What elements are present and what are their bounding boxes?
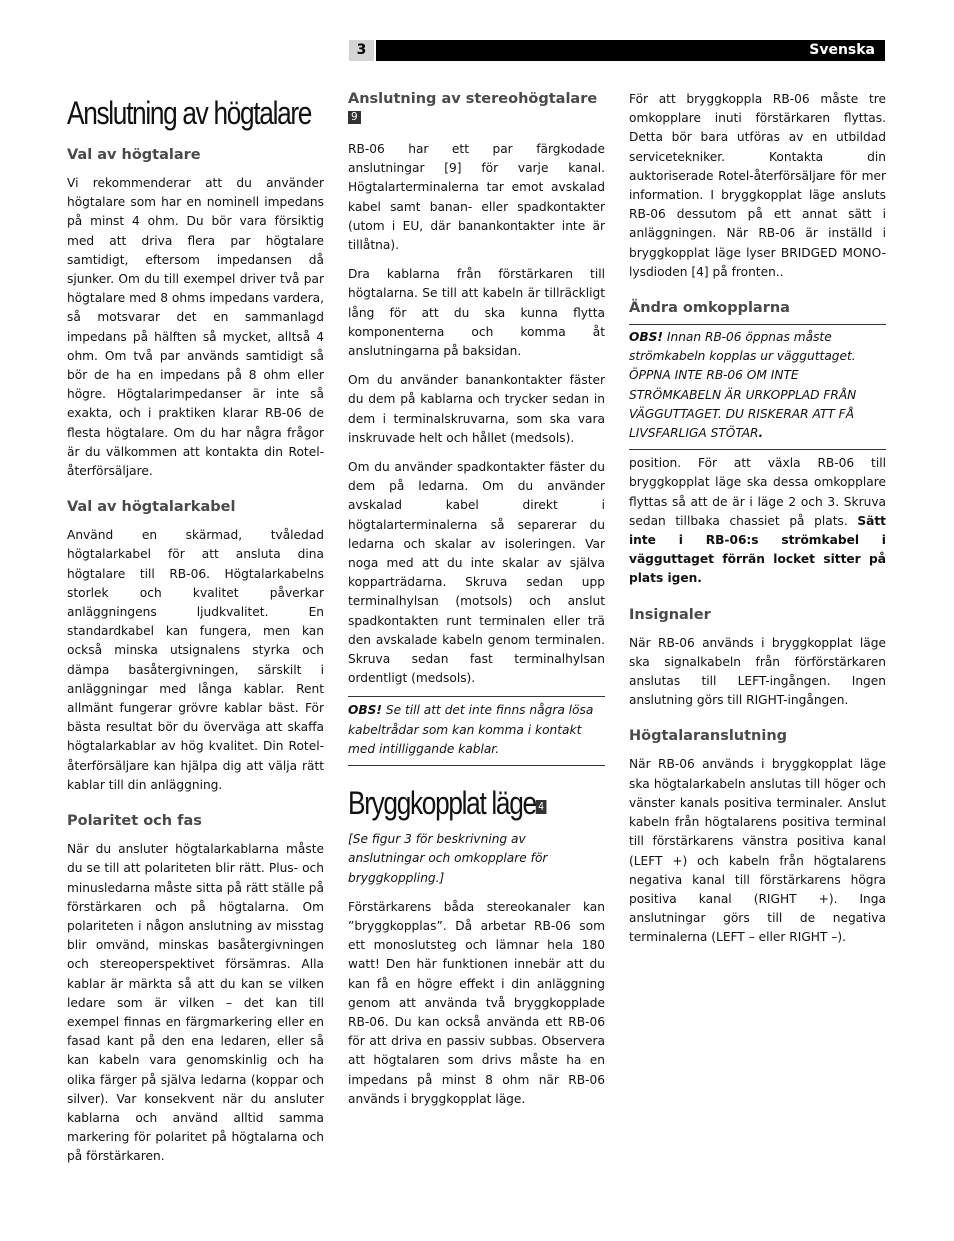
paragraph-switches-text: position. För att växla RB-06 till bryggkopplat läge ska dessa omkopplare flyttas så att de är i läge 2 och 3. Skruva sedan tillbaka chassiet på plats.: [629, 456, 886, 528]
paragraph-stereo-1: RB-06 har ett par färgkodade anslutningar [9] för varje kanal. Högtalarterminalerna tar emot avskalad kabel samt banan- eller spadkontakter (utom i EU, där banankontakter inte är tillåtna).: [348, 142, 605, 253]
obs-end: .: [758, 426, 764, 441]
paragraph-stereo-3: Om du använder banankontakter fäster du dem på kablarna och trycker sedan in dem i terminalskruvarna, som ska vara inskruvade helt och hållet (medsols).: [348, 373, 605, 445]
paragraph-switches: [629, 454, 886, 588]
paragraph-bridge-intro: För att bryggkoppla RB-06 måste tre omkopplare inuti förstärkaren flyttas. Detta bör bara utföras av en utbildad servicetekniker. Kontakta din auktoriserade Rotel-återförsäljare för mer information. I bryggkopplat läge ansluts RB-06 dessutom på ett annat sätt i anläggningen. När RB-06 är inställd i bryggkopplat läge lyser BRIDGED MONO-lysdioden [4] på fronten..: [629, 92, 886, 279]
paragraph-polarity: När du ansluter högtalarkablarna måste du se till att polariteten blir rätt. Plus- och minusledarna måste sitta på rätt ställe på förstärkaren och på högtalarna. Om polariteten i någon anslutning av misstag blir omvänd, minskas basåtergivningen och stereoperspektivet försämras. Alla kablar är märkta så att du kan se vilken ledare som är vilken – det kan till exempel finnas en färgmarkering eller en fasad kant på den ena ledaren, eller så kan kabeln vara genomskinlig och ha olika färger på själva ledarna (koppar och silver). Var konsekvent när du ansluter kablarna och använd alltid samma markering för polaritet på högtalarna och på förstärkaren.: [67, 842, 324, 1164]
paragraph-stereo-2: Dra kablarna från förstärkaren till högtalarna. Se till att kabeln är tillräckligt lång för att du ska kunna flytta komponenterna och komma åt anslutningarna på baksidan.: [348, 267, 605, 359]
heading-change-switches: Ändra omkopplarna: [629, 300, 790, 317]
paragraph-speaker-connection-bridge: När RB-06 används i bryggkopplat läge ska högtalarkabeln anslutas till höger och vänster kanals positiva terminaler. Anslut kabeln från högtalarens positiva terminal till förstärkarens vänstra positiva kanal (LEFT +) och kabeln från högtalarens negativa kanal till förstärkarens högra positiva kanal (RIGHT +). Inga anslutningar görs till de negativa terminalerna (LEFT – eller RIGHT –).: [629, 757, 886, 945]
paragraph-input-signals: När RB-06 används i bryggkopplat läge ska signalkabeln från förförstärkaren anslutas till LEFT-ingången. Ingen anslutning görs till RIGHT-ingången.: [629, 635, 886, 708]
heading-speaker-cable: Val av högtalarkabel: [67, 499, 236, 516]
paragraph-switches-warning: Sätt inte i RB-06:s strömkabel i vägguttaget förrän locket sitter på plats igen.: [629, 513, 887, 586]
obs-note-cable: [348, 701, 605, 759]
heading-stereo-speakers-text: Anslutning av stereohögtalare: [348, 91, 598, 107]
column-middle: [348, 90, 605, 1109]
heading-speaker-choice: Val av högtalare: [67, 147, 201, 163]
section-title-bridge-mode: [348, 784, 559, 822]
header-bar: [376, 40, 885, 61]
figure-ref-9: 9: [348, 111, 361, 124]
section-title-speaker-connection: Anslutning av högtalare: [67, 95, 312, 131]
paragraph-speaker-cable: Använd en skärmad, tvåledad högtalarkabel för att ansluta dina högtalare till RB-06. Högtalarkabelns storlek och kvalitet påverkar anläggningens ljudkvalitet. En standardkabel kan fungera, men kan också minska utsignalens styrka och dämpa basåtergivningen, särskilt i anläggningar med långa kablar. Rent allmänt fungerar grövre kablar bäst. För bästa resultat bör du överväga att skaffa högtalarkablar av hög kvalitet. Din Rotel-återförsäljare kan hjälpa dig att välja rätt kablar till din anläggning.: [67, 528, 324, 792]
language-label: Svenska: [809, 42, 875, 58]
paragraph-bridge-figure-ref: [Se figur 3 för beskrivning av anslutningar och omkopplare för bryggkoppling.]: [348, 832, 548, 885]
paragraph-bridge-mode: Förstärkarens båda stereokanaler kan ”bryggkopplas”. Då arbetar RB-06 som ett monoslutsteg och lämnar hela 180 watt! Den här funktionen innebär att du kan få en högre effekt i din anläggning genom att använda två bryggkopplade RB-06. Du kan också använda ett RB-06 för att driva en passiv subbas. Observera att högtalaren som drivs måste ha en impedans på minst 8 ohm när RB-06 används i bryggkopplat läge.: [348, 899, 605, 1106]
figure-ref-4: 4: [536, 800, 547, 814]
section-title-bridge-mode-text: Bryggkopplat läge: [348, 785, 536, 822]
heading-stereo-speakers: [348, 90, 605, 128]
heading-input-signals: Insignaler: [629, 606, 711, 623]
paragraph-stereo-4: Om du använder spadkontakter fäster du dem på ledarna. Om du använder avskalad kabel direkt i högtalarterminalerna så separerar du ledarna och skalar av isoleringen. Var noga med att du inte skalar av själva kopparträdarna. Skruva sedan upp terminalhylsan (motsols) och anslut spadkontakten runt terminalen eller trä den avskalade kabeln genom terminalen. Skruva sedan fast terminalhylsan ordentligt (medsols).: [348, 460, 605, 686]
obs-text: Se till att det inte finns några lösa kabeltrådar som kan komma i kontakt med intilliggande kablar.: [348, 703, 594, 756]
obs-label: OBS!: [629, 330, 663, 345]
obs-label: OBS!: [348, 703, 382, 718]
column-left: [67, 90, 324, 1167]
heading-polarity: Polaritet och fas: [67, 813, 202, 830]
paragraph-speaker-choice: Vi rekommenderar att du använder högtalare som har en nominell impedans på minst 4 ohm. Du bör vara försiktig med att driva flera par högtalare samtidigt, eftersom impedansen då sjunker. Om du till exempel driver två par högtalare med 8 ohms impedans vardera, så motsvarar det en sammanlagd impedans på hälften så mycket, alltså 4 ohm. Om två par används samtidigt så bör de ha en impedans på 8 ohm eller högre. Högtalarimpedanser är inte så exakta, och i praktiken klarar RB-06 de flesta högtalare. Om du har några frågor är du välkommen att kontakta din Rotel-återförsäljare.: [67, 176, 324, 479]
obs-text: Innan RB-06 öppnas måste strömkabeln kopplas ur vägguttaget. ÖPPNA INTE RB-06 OM INTE STRÖMKABELN ÄR URKOPPLAD FRÅN VÄGGUTTAGET. DU RISKERAR ATT FÅ LIVSFARLIGA STÖTAR: [629, 330, 857, 441]
obs-note-power: [629, 328, 886, 443]
column-right: [629, 90, 886, 948]
page-number: 3: [349, 40, 374, 61]
heading-speaker-connection-bridge: Högtalaranslutning: [629, 728, 788, 745]
